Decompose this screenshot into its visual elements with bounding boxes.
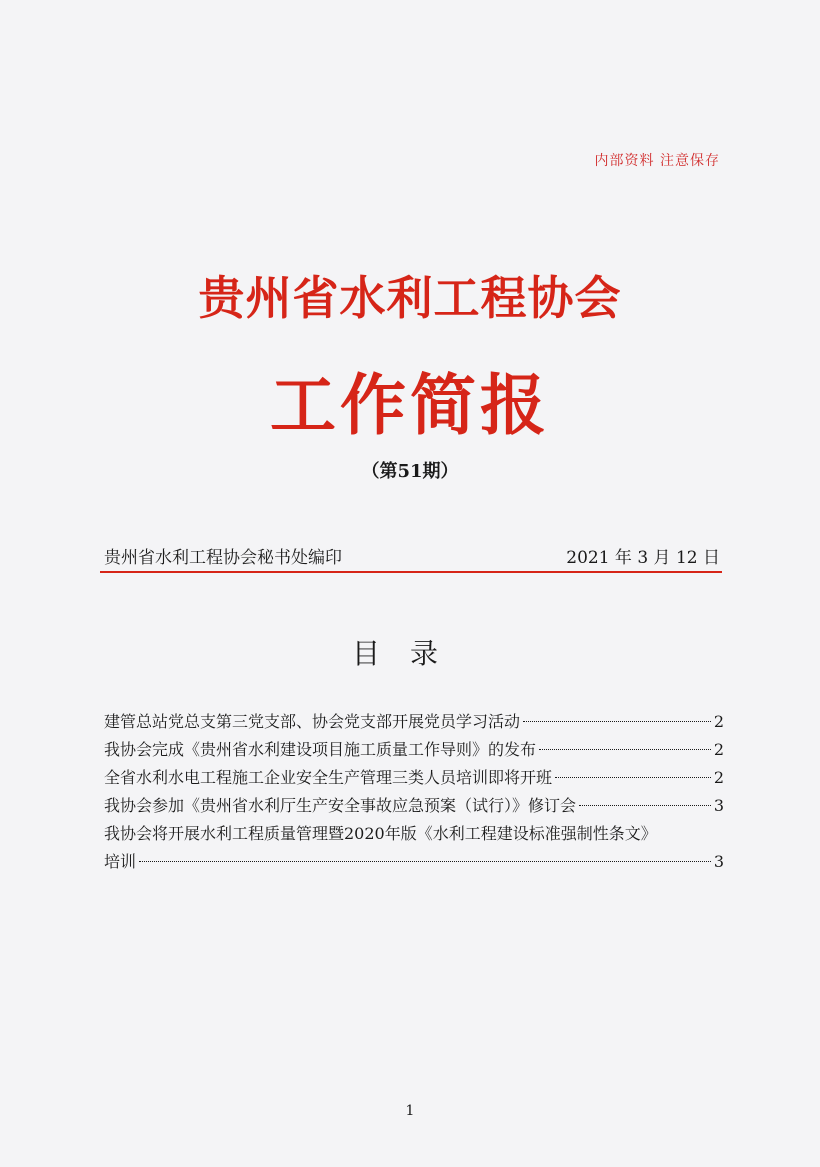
toc-item[interactable] bbox=[104, 764, 724, 792]
toc-item-line2 bbox=[104, 848, 724, 876]
publish-date: 2021 年 3 月 12 日 bbox=[566, 548, 720, 568]
internal-material-note: 内部资料 注意保存 bbox=[594, 153, 720, 169]
toc-item[interactable] bbox=[104, 792, 724, 820]
toc-item-page: 2 bbox=[713, 712, 724, 731]
toc-item-page: 3 bbox=[713, 796, 724, 815]
toc-dot-leader bbox=[139, 861, 711, 862]
toc-item-title-line1: 我协会将开展水利工程质量管理暨2020年版《水利工程建设标准强制性条文》 bbox=[104, 824, 657, 843]
toc-dot-leader bbox=[539, 749, 711, 750]
masthead-title: 工作简报 bbox=[270, 366, 550, 444]
toc-item-title: 我协会完成《贵州省水利建设项目施工质量工作导则》的发布 bbox=[104, 740, 537, 759]
toc-dot-leader bbox=[523, 721, 711, 722]
page-number: 1 bbox=[405, 1103, 415, 1119]
red-divider-rule bbox=[100, 571, 722, 573]
toc-item-title: 建管总站党总支第三党支部、协会党支部开展党员学习活动 bbox=[104, 712, 521, 731]
toc-item[interactable] bbox=[104, 708, 724, 736]
toc-dot-leader bbox=[579, 805, 711, 806]
toc-item-title-line2: 培训 bbox=[104, 852, 137, 871]
toc-item-multiline[interactable] bbox=[104, 820, 724, 876]
toc-item-page: 3 bbox=[713, 852, 724, 871]
issue-number: （第51期） bbox=[361, 461, 459, 482]
toc-item-title: 我协会参加《贵州省水利厅生产安全事故应急预案（试行）》修订会 bbox=[104, 796, 577, 815]
table-of-contents bbox=[104, 708, 724, 876]
toc-item-page: 2 bbox=[713, 768, 724, 787]
show-through-texture bbox=[110, 110, 730, 146]
toc-heading: 目录 bbox=[351, 637, 468, 670]
toc-dot-leader bbox=[555, 777, 711, 778]
toc-item-page: 2 bbox=[713, 740, 724, 759]
toc-item[interactable] bbox=[104, 736, 724, 764]
editor-name: 贵州省水利工程协会秘书处编印 bbox=[104, 548, 342, 568]
masthead-organization: 贵州省水利工程协会 bbox=[198, 271, 622, 325]
toc-item-title: 全省水利水电工程施工企业安全生产管理三类人员培训即将开班 bbox=[104, 768, 553, 787]
editor-line bbox=[104, 543, 720, 568]
